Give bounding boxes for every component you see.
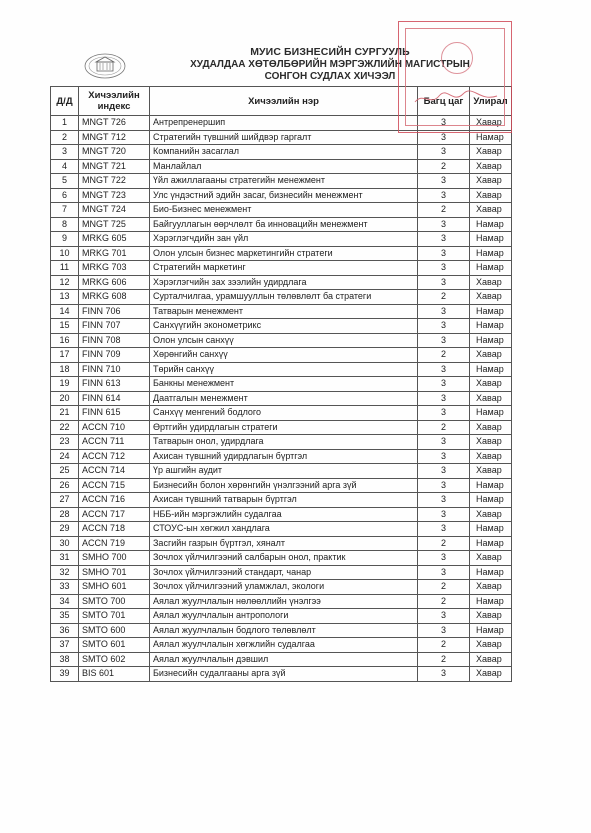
- course-season: Хавар: [470, 145, 512, 160]
- row-number: 16: [51, 333, 79, 348]
- course-name: Ахисан түвшний татварын бүртгэл: [150, 493, 418, 508]
- course-code: MNGT 725: [79, 217, 150, 232]
- row-number: 8: [51, 217, 79, 232]
- course-name: Аялал жуулчлалын нөлөөллийн үнэлгээ: [150, 594, 418, 609]
- row-number: 5: [51, 174, 79, 189]
- table-row: [51, 580, 512, 595]
- table-row: [51, 304, 512, 319]
- course-code: MNGT 721: [79, 159, 150, 174]
- row-number: 18: [51, 362, 79, 377]
- course-season: Хавар: [470, 203, 512, 218]
- table-row: [51, 667, 512, 682]
- course-credits: 3: [418, 304, 470, 319]
- table-row: [51, 609, 512, 624]
- courses-table: [50, 86, 512, 682]
- row-number: 2: [51, 130, 79, 145]
- course-season: Хавар: [470, 507, 512, 522]
- course-name: Үр ашгийн аудит: [150, 464, 418, 479]
- course-code: FINN 706: [79, 304, 150, 319]
- course-code: ACCN 716: [79, 493, 150, 508]
- course-name: Компанийн засаглал: [150, 145, 418, 160]
- course-name: Улс үндэстний эдийн засаг, бизнесийн менежмент: [150, 188, 418, 203]
- table-row: [51, 522, 512, 537]
- course-credits: 3: [418, 275, 470, 290]
- table-row: [51, 493, 512, 508]
- table-row: [51, 159, 512, 174]
- course-season: Хавар: [470, 449, 512, 464]
- course-name: Стратегийн түвшний шийдвэр гаргалт: [150, 130, 418, 145]
- row-number: 17: [51, 348, 79, 363]
- table-row: [51, 290, 512, 305]
- row-number: 15: [51, 319, 79, 334]
- course-code: MNGT 720: [79, 145, 150, 160]
- course-credits: 3: [418, 565, 470, 580]
- table-row: [51, 652, 512, 667]
- table-row: [51, 261, 512, 276]
- course-name: Аялал жуулчлалын дэвшил: [150, 652, 418, 667]
- course-code: MNGT 723: [79, 188, 150, 203]
- col-header-credits: Багц цаг: [418, 87, 470, 116]
- course-name: Байгууллагын өөрчлөлт ба инновацийн менежмент: [150, 217, 418, 232]
- course-code: FINN 710: [79, 362, 150, 377]
- course-name: Татварын менежмент: [150, 304, 418, 319]
- course-code: FINN 613: [79, 377, 150, 392]
- course-credits: 3: [418, 130, 470, 145]
- course-season: Хавар: [470, 116, 512, 131]
- course-season: Хавар: [470, 420, 512, 435]
- course-credits: 3: [418, 188, 470, 203]
- course-season: Хавар: [470, 652, 512, 667]
- course-season: Намар: [470, 232, 512, 247]
- course-name: Зочлох үйлчилгээний салбарын онол, практик: [150, 551, 418, 566]
- course-code: SMTO 602: [79, 652, 150, 667]
- col-header-season: Улирал: [470, 87, 512, 116]
- course-season: Хавар: [470, 159, 512, 174]
- course-season: Намар: [470, 565, 512, 580]
- course-credits: 3: [418, 174, 470, 189]
- row-number: 9: [51, 232, 79, 247]
- row-number: 13: [51, 290, 79, 305]
- course-credits: 3: [418, 217, 470, 232]
- row-number: 25: [51, 464, 79, 479]
- row-number: 11: [51, 261, 79, 276]
- course-season: Хавар: [470, 609, 512, 624]
- row-number: 31: [51, 551, 79, 566]
- course-credits: 3: [418, 377, 470, 392]
- table-row: [51, 362, 512, 377]
- row-number: 1: [51, 116, 79, 131]
- course-code: MNGT 724: [79, 203, 150, 218]
- row-number: 33: [51, 580, 79, 595]
- course-code: MNGT 722: [79, 174, 150, 189]
- course-credits: 3: [418, 362, 470, 377]
- table-row: [51, 406, 512, 421]
- course-name: Үйл ажиллагааны стратегийн менежмент: [150, 174, 418, 189]
- table-row: [51, 116, 512, 131]
- course-season: Хавар: [470, 377, 512, 392]
- row-number: 6: [51, 188, 79, 203]
- course-season: Намар: [470, 261, 512, 276]
- course-name: Хөрөнгийн санхүү: [150, 348, 418, 363]
- col-header-name: Хичээлийн нэр: [150, 87, 418, 116]
- course-code: MNGT 712: [79, 130, 150, 145]
- row-number: 30: [51, 536, 79, 551]
- course-season: Намар: [470, 493, 512, 508]
- course-name: Татварын онол, удирдлага: [150, 435, 418, 450]
- table-row: [51, 188, 512, 203]
- course-season: Хавар: [470, 348, 512, 363]
- course-code: ACCN 714: [79, 464, 150, 479]
- row-number: 32: [51, 565, 79, 580]
- course-code: MRKG 701: [79, 246, 150, 261]
- course-code: MRKG 605: [79, 232, 150, 247]
- course-credits: 3: [418, 623, 470, 638]
- course-season: Хавар: [470, 391, 512, 406]
- course-name: Стратегийн маркетинг: [150, 261, 418, 276]
- course-season: Намар: [470, 594, 512, 609]
- row-number: 24: [51, 449, 79, 464]
- course-code: FINN 707: [79, 319, 150, 334]
- row-number: 27: [51, 493, 79, 508]
- course-season: Намар: [470, 246, 512, 261]
- course-code: FINN 615: [79, 406, 150, 421]
- course-code: ACCN 717: [79, 507, 150, 522]
- course-credits: 2: [418, 580, 470, 595]
- course-name: Засгийн газрын бүртгэл, хяналт: [150, 536, 418, 551]
- table-row: [51, 464, 512, 479]
- table-row: [51, 217, 512, 232]
- row-number: 21: [51, 406, 79, 421]
- row-number: 20: [51, 391, 79, 406]
- row-number: 14: [51, 304, 79, 319]
- table-row: [51, 623, 512, 638]
- row-number: 10: [51, 246, 79, 261]
- course-season: Намар: [470, 319, 512, 334]
- table-row: [51, 507, 512, 522]
- course-season: Хавар: [470, 551, 512, 566]
- course-season: Намар: [470, 217, 512, 232]
- course-code: SMHO 601: [79, 580, 150, 595]
- course-season: Намар: [470, 536, 512, 551]
- table-row: [51, 130, 512, 145]
- row-number: 28: [51, 507, 79, 522]
- course-name: Өртгийн удирдлагын стратеги: [150, 420, 418, 435]
- header-line-1: МУИС БИЗНЕСИЙН СУРГУУЛЬ: [250, 46, 410, 58]
- course-name: Хэрэглэгчдийн зан үйл: [150, 232, 418, 247]
- course-season: Намар: [470, 623, 512, 638]
- table-row: [51, 478, 512, 493]
- table-row: [51, 232, 512, 247]
- course-code: ACCN 712: [79, 449, 150, 464]
- table-row: [51, 145, 512, 160]
- table-row: [51, 565, 512, 580]
- course-name: НББ-ийн мэргэжлийн судалгаа: [150, 507, 418, 522]
- course-code: FINN 709: [79, 348, 150, 363]
- course-code: SMTO 700: [79, 594, 150, 609]
- course-name: Зочлох үйлчилгээний уламжлал, экологи: [150, 580, 418, 595]
- course-season: Хавар: [470, 275, 512, 290]
- course-season: Хавар: [470, 174, 512, 189]
- course-credits: 3: [418, 246, 470, 261]
- row-number: 19: [51, 377, 79, 392]
- course-season: Намар: [470, 478, 512, 493]
- course-name: Санхүү менгений бодлого: [150, 406, 418, 421]
- row-number: 12: [51, 275, 79, 290]
- row-number: 4: [51, 159, 79, 174]
- table-row: [51, 420, 512, 435]
- row-number: 39: [51, 667, 79, 682]
- course-credits: 3: [418, 319, 470, 334]
- course-code: FINN 708: [79, 333, 150, 348]
- course-code: MRKG 608: [79, 290, 150, 305]
- table-row: [51, 333, 512, 348]
- row-number: 23: [51, 435, 79, 450]
- course-season: Хавар: [470, 188, 512, 203]
- course-credits: 2: [418, 652, 470, 667]
- course-season: Намар: [470, 406, 512, 421]
- course-credits: 3: [418, 507, 470, 522]
- course-season: Намар: [470, 522, 512, 537]
- table-row: [51, 536, 512, 551]
- row-number: 38: [51, 652, 79, 667]
- course-name: Антрепренершип: [150, 116, 418, 131]
- col-header-code: Хичээлийн индекс: [79, 87, 150, 116]
- course-credits: 3: [418, 609, 470, 624]
- course-code: MRKG 606: [79, 275, 150, 290]
- course-season: Хавар: [470, 435, 512, 450]
- course-code: SMHO 701: [79, 565, 150, 580]
- table-row: [51, 348, 512, 363]
- row-number: 26: [51, 478, 79, 493]
- course-code: ACCN 710: [79, 420, 150, 435]
- course-credits: 3: [418, 391, 470, 406]
- course-name: Банкны менежмент: [150, 377, 418, 392]
- course-code: SMTO 601: [79, 638, 150, 653]
- document-header: [150, 46, 510, 83]
- row-number: 37: [51, 638, 79, 653]
- row-number: 35: [51, 609, 79, 624]
- course-credits: 3: [418, 522, 470, 537]
- course-code: SMHO 700: [79, 551, 150, 566]
- course-name: Аялал жуулчлалын антропологи: [150, 609, 418, 624]
- course-credits: 2: [418, 638, 470, 653]
- table-header-row: [51, 87, 512, 116]
- table-row: [51, 174, 512, 189]
- course-season: Намар: [470, 362, 512, 377]
- course-season: Хавар: [470, 290, 512, 305]
- course-code: MRKG 703: [79, 261, 150, 276]
- course-credits: 2: [418, 594, 470, 609]
- row-number: 34: [51, 594, 79, 609]
- course-code: SMTO 701: [79, 609, 150, 624]
- table-row: [51, 551, 512, 566]
- course-name: Ахисан түвшний удирдлагын бүртгэл: [150, 449, 418, 464]
- course-credits: 3: [418, 261, 470, 276]
- course-credits: 3: [418, 406, 470, 421]
- row-number: 22: [51, 420, 79, 435]
- course-name: Бизнесийн судалгааны арга зүй: [150, 667, 418, 682]
- header-line-3: СОНГОН СУДЛАХ ХИЧЭЭЛ: [264, 71, 396, 82]
- course-credits: 3: [418, 145, 470, 160]
- course-name: Олон улсын бизнес маркетингийн стратеги: [150, 246, 418, 261]
- course-name: Аялал жуулчлалын хөгжлийн судалгаа: [150, 638, 418, 653]
- course-credits: 2: [418, 203, 470, 218]
- course-season: Намар: [470, 333, 512, 348]
- course-name: Санхүүгийн эконометрикс: [150, 319, 418, 334]
- course-code: BIS 601: [79, 667, 150, 682]
- course-credits: 2: [418, 348, 470, 363]
- course-credits: 2: [418, 536, 470, 551]
- table-row: [51, 435, 512, 450]
- col-header-number: Д/Д: [51, 87, 79, 116]
- course-code: MNGT 726: [79, 116, 150, 131]
- course-credits: 3: [418, 667, 470, 682]
- course-name: Био-Бизнес менежмент: [150, 203, 418, 218]
- course-season: Хавар: [470, 667, 512, 682]
- course-name: Зочлох үйлчилгээний стандарт, чанар: [150, 565, 418, 580]
- table-row: [51, 275, 512, 290]
- course-code: ACCN 715: [79, 478, 150, 493]
- course-credits: 3: [418, 116, 470, 131]
- course-credits: 3: [418, 493, 470, 508]
- table-row: [51, 449, 512, 464]
- table-row: [51, 203, 512, 218]
- course-name: СТОУС-ын хөгжил хандлага: [150, 522, 418, 537]
- course-name: Олон улсын санхүү: [150, 333, 418, 348]
- table-row: [51, 594, 512, 609]
- course-credits: 3: [418, 478, 470, 493]
- course-code: ACCN 718: [79, 522, 150, 537]
- row-number: 36: [51, 623, 79, 638]
- course-credits: 3: [418, 333, 470, 348]
- table-row: [51, 246, 512, 261]
- course-season: Намар: [470, 130, 512, 145]
- course-name: Даатгалын менежмент: [150, 391, 418, 406]
- course-name: Манлайлал: [150, 159, 418, 174]
- course-name: Аялал жуулчлалын бодлого төлөвлөлт: [150, 623, 418, 638]
- course-credits: 3: [418, 464, 470, 479]
- course-credits: 3: [418, 449, 470, 464]
- course-credits: 3: [418, 232, 470, 247]
- course-season: Хавар: [470, 464, 512, 479]
- course-season: Хавар: [470, 638, 512, 653]
- course-code: FINN 614: [79, 391, 150, 406]
- course-credits: 3: [418, 435, 470, 450]
- course-code: ACCN 711: [79, 435, 150, 450]
- course-name: Сурталчилгаа, урамшууллын төлөвлөлт ба стратеги: [150, 290, 418, 305]
- table-row: [51, 391, 512, 406]
- course-name: Хэрэглэгчийн зах зээлийн удирдлага: [150, 275, 418, 290]
- course-code: ACCN 719: [79, 536, 150, 551]
- course-name: Бизнесийн болон хөрөнгийн үнэлгээний арга зүй: [150, 478, 418, 493]
- course-credits: 2: [418, 420, 470, 435]
- course-code: SMTO 600: [79, 623, 150, 638]
- course-credits: 3: [418, 551, 470, 566]
- course-name: Төрийн санхүү: [150, 362, 418, 377]
- course-season: Хавар: [470, 580, 512, 595]
- university-logo: [83, 52, 127, 80]
- row-number: 29: [51, 522, 79, 537]
- course-credits: 2: [418, 159, 470, 174]
- table-row: [51, 377, 512, 392]
- header-line-2: ХУДАЛДАА ХӨТӨЛБӨРИЙН МЭРГЭЖЛИЙН МАГИСТРЫН: [190, 59, 470, 70]
- row-number: 3: [51, 145, 79, 160]
- table-row: [51, 319, 512, 334]
- course-season: Намар: [470, 304, 512, 319]
- row-number: 7: [51, 203, 79, 218]
- course-credits: 2: [418, 290, 470, 305]
- table-row: [51, 638, 512, 653]
